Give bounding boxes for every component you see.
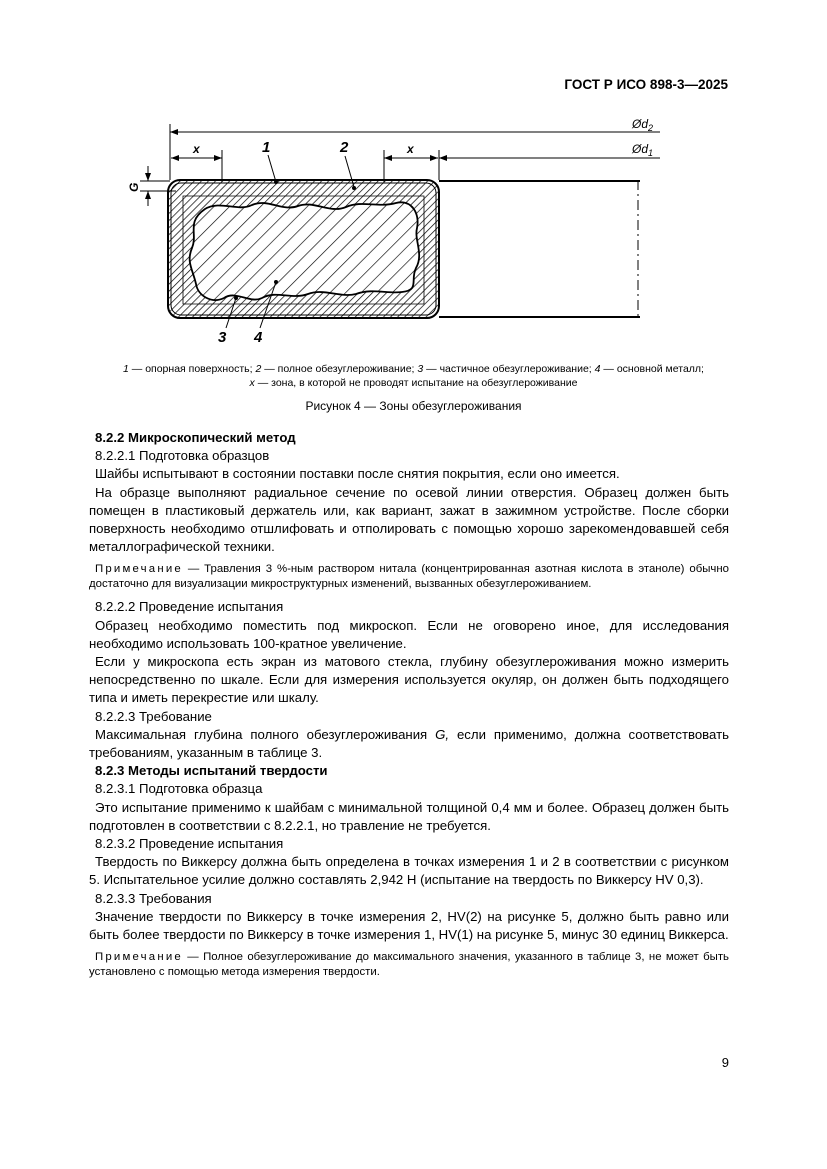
d1-label: $Ød_1$ xyxy=(632,142,654,158)
d2-label: $Ød_2$ xyxy=(632,117,654,133)
heading-8-2-2-1: 8.2.2.1 Подготовка образцов xyxy=(95,448,270,464)
note-1: Примечание — Травления 3 %-ным раствором нитала (концентрированная азотная кислота в этаноле) обычно достаточно для визуализации микроструктурных изменений, вызванных обезуглероживанием. xyxy=(89,563,729,591)
paragraph: Это испытание применимо к шайбам с минимальной толщиной 0,4 мм и более. Образец должен быть подготовлен в соответствии с 8.2.2.1, но травление не требуется. xyxy=(89,799,729,833)
callout-1: 1 xyxy=(262,139,271,156)
heading-8-2-3-1: 8.2.3.1 Подготовка образца xyxy=(95,781,263,797)
heading-8-2-3: 8.2.3 Методы испытаний твердости xyxy=(95,763,328,779)
page-number: 9 xyxy=(721,1055,729,1070)
heading-8-2-2-3: 8.2.2.3 Требование xyxy=(95,708,212,724)
paragraph: Значение твердости по Виккерсу в точке измерения 2, HV(2) на рисунке 5, должно быть равно или быть более твердости по Виккерсу в точке измерения 1, HV(1) на рисунке 5, минус 30 единиц Виккерса. xyxy=(89,908,729,943)
note-2: Примечание — Полное обезуглероживание до максимального значения, указанного в таблице 3, не может быть установлено с помощью метода измерения твердости. xyxy=(89,951,729,979)
callout-4: 4 xyxy=(254,329,263,346)
figure-legend xyxy=(60,362,767,390)
g-label: G xyxy=(127,182,141,192)
decarburization-figure xyxy=(0,100,827,360)
callout-2: 2 xyxy=(340,139,349,156)
paragraph: Максимальная глубина полного обезуглероживания G, если применимо, должна соответствовать требованиям, указанным в таблице 3. xyxy=(89,726,729,761)
heading-8-2-2: 8.2.2 Микроскопический метод xyxy=(95,430,296,445)
x-left-label: x xyxy=(193,142,200,156)
paragraph: На образце выполняют радиальное сечение по осевой линии отверстия. Образец должен быть помещен в пластиковый держатель или, как вариант, зажат в зажимном устройстве. После сборки поверхность необходимо отшлифовать и отполировать с помощью хорошо зарекомендовавшей себя металлографической техники. xyxy=(89,484,729,555)
legend-line-2: x — зона, в которой не проводят испытание на обезуглероживание xyxy=(249,377,578,389)
paragraph: Если у микроскопа есть экран из матового стекла, глубину обезуглероживания можно измерить непосредственно по шкале. Если для измерения используется окуляр, он должен быть подходящего типа и иметь перекрестие или шкалу. xyxy=(89,654,729,706)
x-right-label: x xyxy=(407,142,414,156)
legend-line-1: 1 — опорная поверхность; 2 — полное обезуглероживание; 3 — частичное обезуглероживание; 4 — основной металл; xyxy=(123,363,704,375)
figure-title: Рисунок 4 — Зоны обезуглероживания xyxy=(305,399,522,413)
body-text xyxy=(89,429,729,986)
paragraph: Шайбы испытывают в состоянии поставки после снятия покрытия, если оно имеется. xyxy=(95,466,620,482)
heading-8-2-3-2: 8.2.3.2 Проведение испытания xyxy=(95,836,284,852)
paragraph: Твердость по Виккерсу должна быть определена в точках измерения 1 и 2 в соответствии с рисунком 5. Испытательное усилие должно составлять 2,942 Н (испытание на твердость по Виккерсу HV 0,3). xyxy=(89,854,729,888)
paragraph: Образец необходимо поместить под микроскоп. Если не оговорено иное, для исследования необходимо использовать 100-кратное увеличение. xyxy=(89,617,729,651)
heading-8-2-2-2: 8.2.2.2 Проведение испытания xyxy=(95,599,284,615)
callout-3: 3 xyxy=(218,329,227,346)
base-metal-region xyxy=(190,202,420,300)
heading-8-2-3-3: 8.2.3.3 Требования xyxy=(95,890,212,906)
document-header: ГОСТ Р ИСО 898-3—2025 xyxy=(564,77,728,92)
